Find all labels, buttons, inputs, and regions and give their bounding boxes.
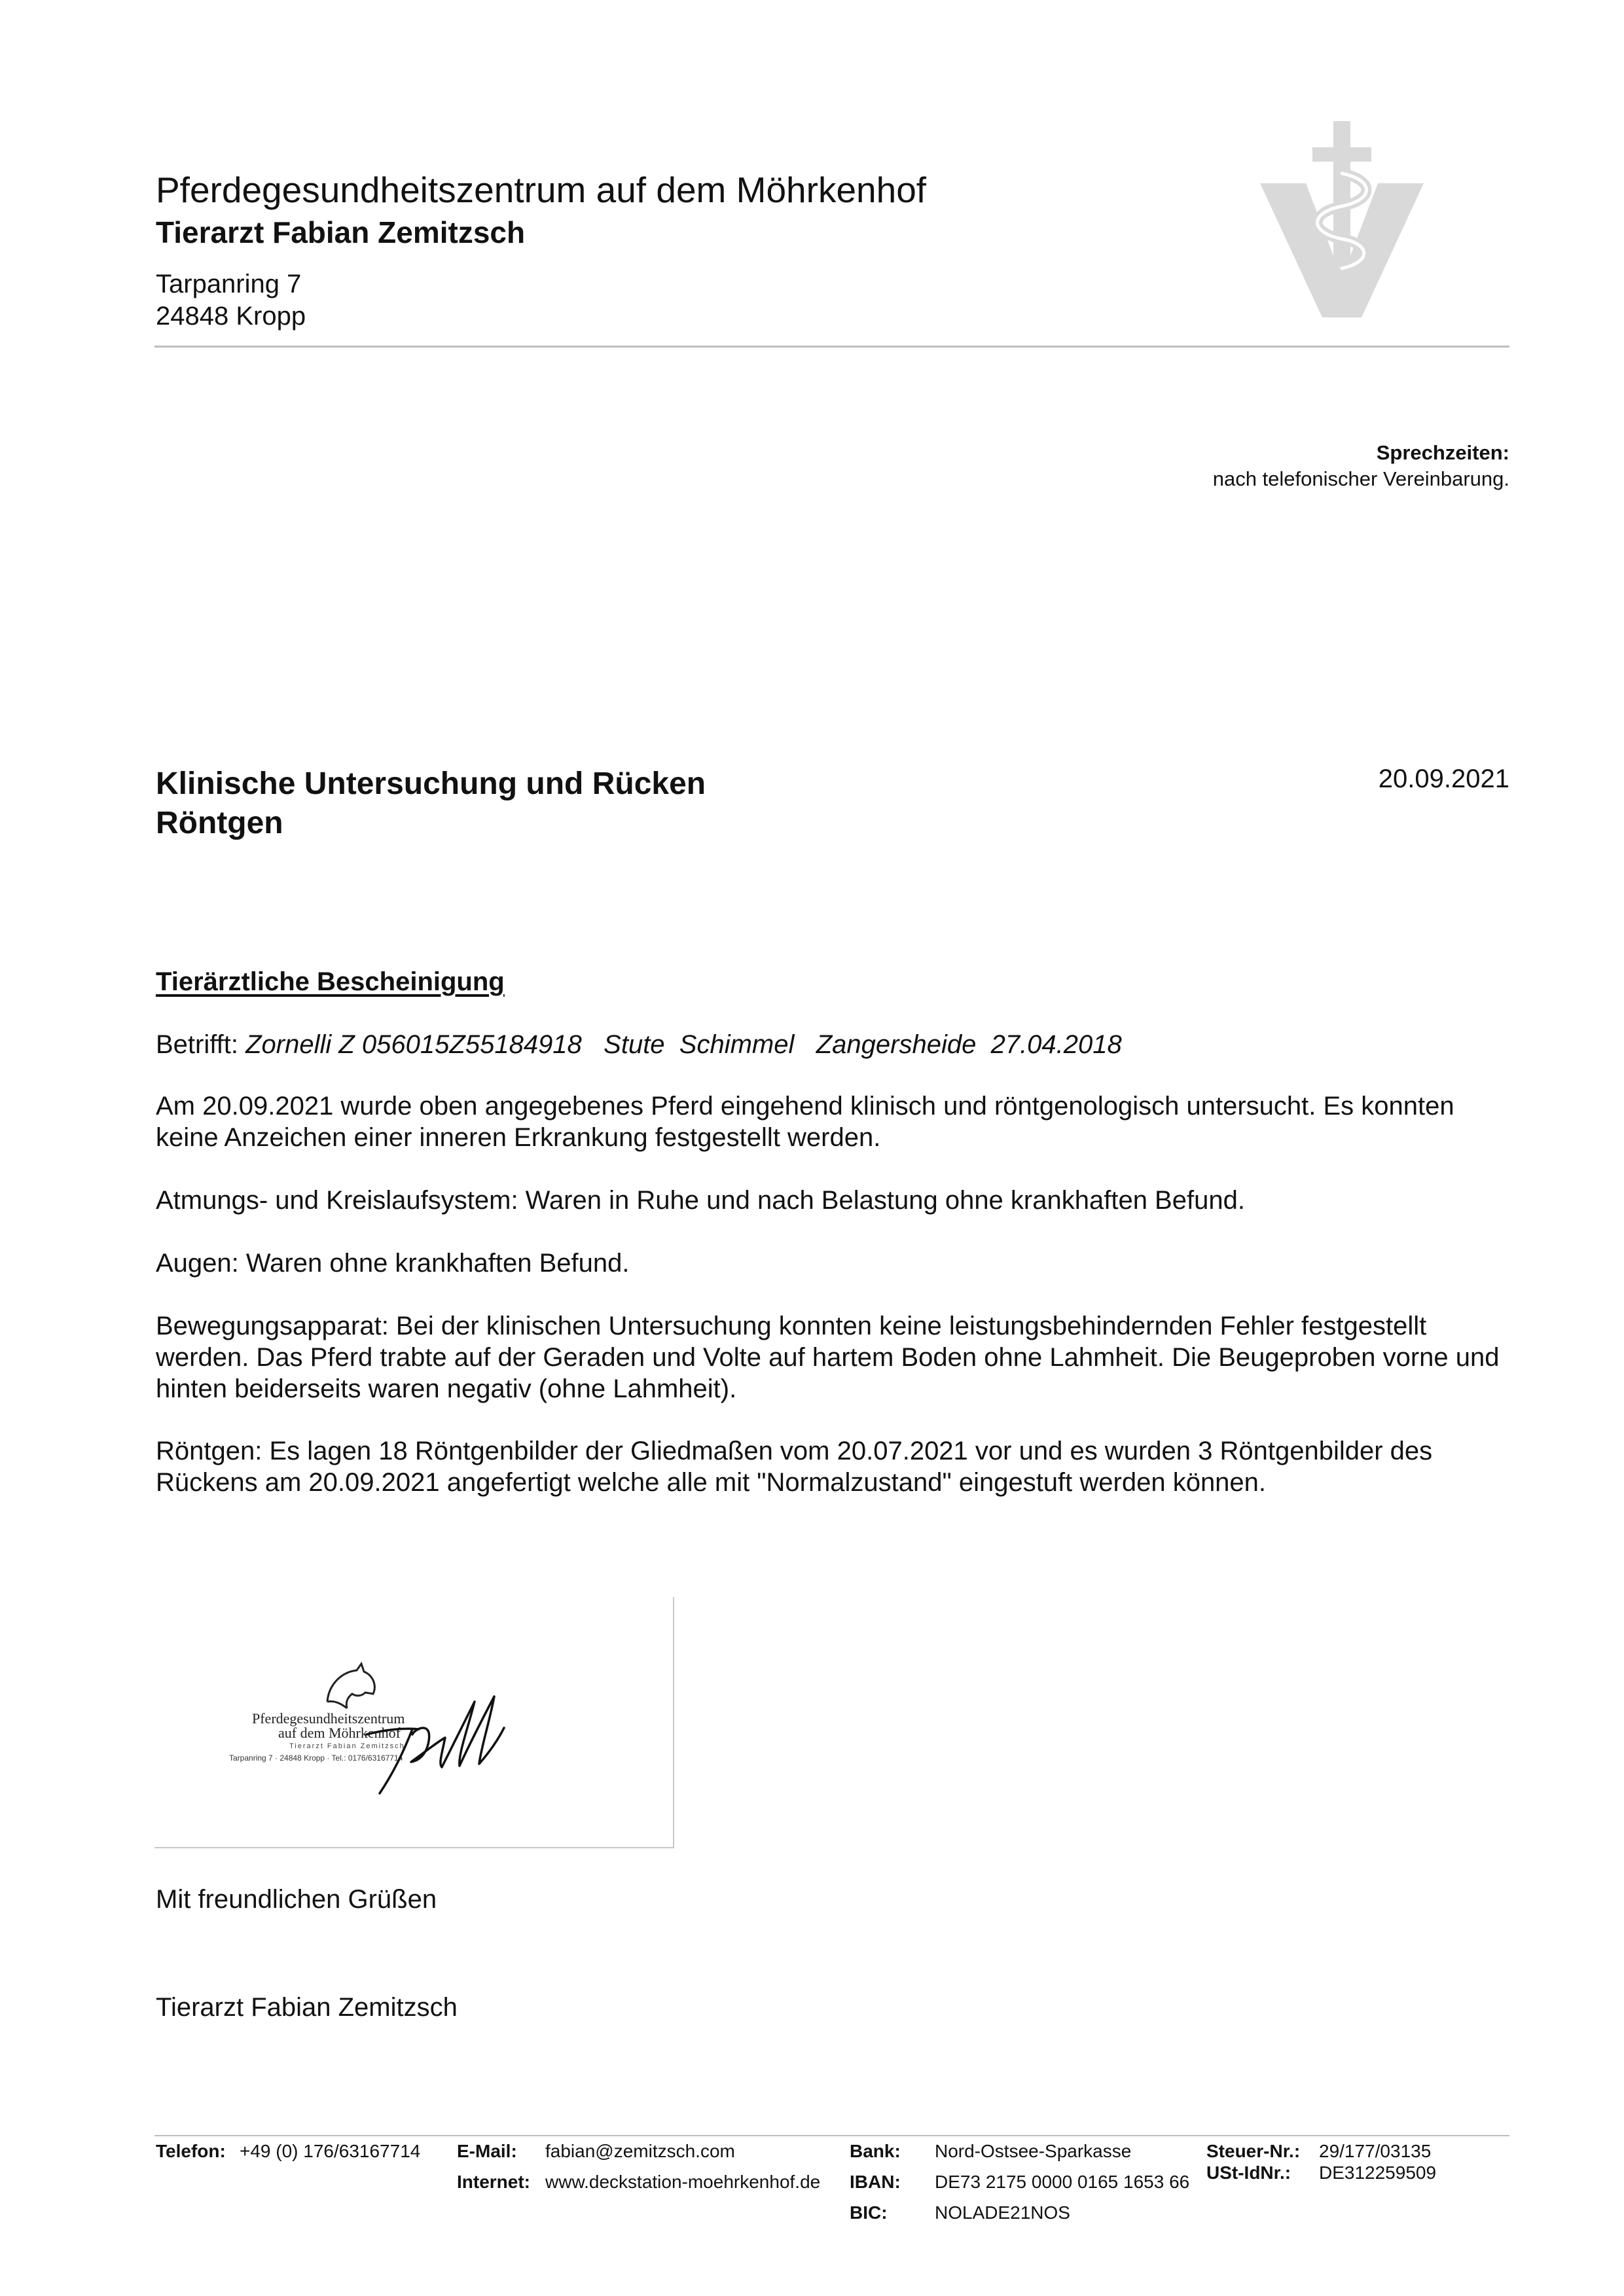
paragraph-locomotion: Bewegungsapparat: Bei der klinischen Untersuchung konnten keine leistungsbehindernden Fehler festgestellt werden. Das Pferd trabte auf der Geraden und Volte auf hartem Boden ohne Lahmheit. Die Beugeproben vorne und hinten beiderseits waren negativ (ohne Lahmheit). <box>156 1312 1500 1403</box>
footer-bic: NOLADE21NOS <box>935 2202 1070 2223</box>
practice-name: Pferdegesundheitszentrum auf dem Möhrkenhof <box>156 170 927 210</box>
re-label: Betrifft: <box>156 1030 238 1059</box>
veterinary-v-caduceus-icon <box>1260 121 1424 317</box>
stamp-line-3: Tierarzt Fabian Zemitzsch <box>289 1742 405 1750</box>
horse-breed: Zangersheide <box>816 1030 977 1059</box>
address-city: 24848 Kropp <box>156 302 306 331</box>
footer-bank: Nord-Ostsee-Sparkasse <box>935 2141 1132 2161</box>
office-hours-label: Sprechzeiten: <box>1376 441 1509 464</box>
paragraph-xray: Röntgen: Es lagen 18 Röntgenbilder der Gliedmaßen vom 20.07.2021 vor und es wurden 3 Röntgenbilder des Rückens am 20.09.2021 angefertigt welche alle mit "Normalzustand" eingestuft werden können. <box>156 1437 1433 1497</box>
footer-email[interactable]: fabian@zemitzsch.com <box>545 2141 735 2161</box>
footer-tax-label: Steuer-Nr.: <box>1206 2141 1301 2161</box>
footer-email-label: E-Mail: <box>457 2141 517 2161</box>
footer-vat-label: USt-IdNr.: <box>1206 2162 1291 2183</box>
subject-line-1: Klinische Untersuchung und Rücken <box>156 766 706 801</box>
paragraph-respiratory: Atmungs- und Kreislaufsystem: Waren in Ruhe und nach Belastung ohne krankhaften Befund. <box>156 1186 1245 1215</box>
certificate-title: Tierärztliche Bescheinigung <box>156 967 505 996</box>
address-street: Tarpanring 7 <box>156 270 302 298</box>
footer-phone: +49 (0) 176/63167714 <box>240 2141 421 2161</box>
letter-date: 20.09.2021 <box>1378 764 1509 793</box>
footer-iban-label: IBAN: <box>850 2172 901 2192</box>
footer-phone-label: Telefon: <box>156 2141 226 2161</box>
letter-subject <box>156 764 810 843</box>
footer-bank-label: Bank: <box>850 2141 901 2161</box>
footer-iban: DE73 2175 0000 0165 1653 66 <box>935 2172 1190 2192</box>
signer-name: Tierarzt Fabian Zemitzsch <box>156 1993 458 2022</box>
footer-vat: DE312259509 <box>1319 2162 1437 2183</box>
footer-tax: 29/177/03135 <box>1319 2141 1432 2161</box>
closing-greeting: Mit freundlichen Grüßen <box>156 1885 437 1914</box>
signature-stamp <box>216 1656 661 1806</box>
paragraph-general: Am 20.09.2021 wurde oben angegebenes Pferd eingehend klinisch und röntgenologisch untersucht. Es konnten keine Anzeichen einer inneren Erkrankung festgestellt werden. <box>156 1092 1454 1152</box>
stamp-line-4: Tarpanring 7 · 24848 Kropp · Tel.: 0176/63167714 <box>229 1753 403 1763</box>
header-divider <box>154 346 1509 348</box>
horse-sex: Stute <box>604 1030 665 1059</box>
vet-name: Tierarzt Fabian Zemitzsch <box>156 215 526 249</box>
paragraph-eyes: Augen: Waren ohne krankhaften Befund. <box>156 1249 630 1278</box>
stamp-line-1: Pferdegesundheitszentrum <box>252 1710 405 1727</box>
footer-web[interactable]: www.deckstation-moehrkenhof.de <box>545 2172 821 2192</box>
office-hours <box>1213 440 1509 492</box>
stamp-line-2: auf dem Möhrkenhof <box>278 1725 401 1741</box>
footer-divider <box>154 2135 1509 2136</box>
re-line <box>156 1029 1512 1060</box>
footer-web-label: Internet: <box>457 2172 530 2192</box>
horse-birth-date: 27.04.2018 <box>990 1030 1122 1059</box>
footer-bic-label: BIC: <box>850 2202 888 2223</box>
horse-color: Schimmel <box>679 1030 795 1059</box>
horse-head-icon <box>327 1664 374 1708</box>
subject-line-2: Röntgen <box>156 806 283 840</box>
horse-name-id: Zornelli Z 056015Z55184918 <box>245 1030 582 1059</box>
office-hours-value: nach telefonischer Vereinbarung. <box>1212 467 1509 490</box>
practice-address <box>156 268 306 332</box>
